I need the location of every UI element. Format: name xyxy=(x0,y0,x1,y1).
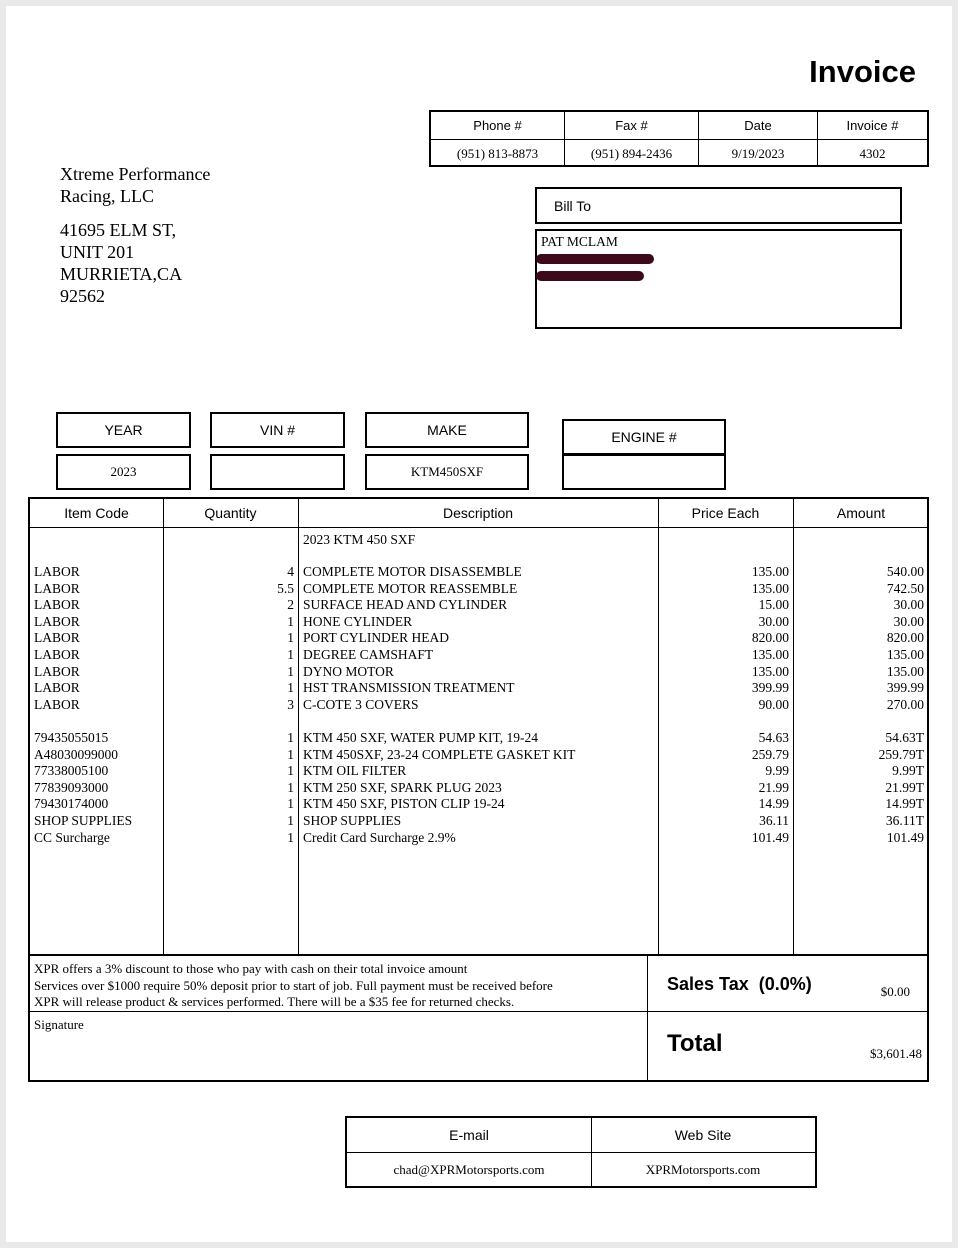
line-item-desc: KTM 250 SXF, SPARK PLUG 2023 xyxy=(303,779,502,795)
line-item-desc: KTM 450SXF, 23-24 COMPLETE GASKET KIT xyxy=(303,746,576,762)
col-quantity: Quantity xyxy=(204,505,257,521)
line-item-desc: KTM 450 SXF, PISTON CLIP 19-24 xyxy=(303,796,505,812)
year-label-box xyxy=(56,412,191,448)
total-label: Total xyxy=(667,1030,723,1057)
line-items-table xyxy=(28,497,929,956)
company-name-line2: Racing, LLC xyxy=(60,186,154,206)
line-item-price: 30.00 xyxy=(758,613,789,629)
line-item-code: LABOR xyxy=(34,564,80,579)
phone-value: (951) 813-8873 xyxy=(431,139,565,167)
terms-note-1: XPR offers a 3% discount to those who pay with cash on their total invoice amount xyxy=(34,961,468,976)
line-item-price: 15.00 xyxy=(758,597,789,613)
line-item-desc: DYNO MOTOR xyxy=(303,663,394,679)
line-item-desc: SHOP SUPPLIES xyxy=(303,813,402,828)
col-description: Description xyxy=(442,505,514,521)
line-item-code: LABOR xyxy=(34,647,80,662)
vehicle-description-line: 2023 KTM 450 SXF xyxy=(303,532,416,547)
invoice-page xyxy=(6,6,952,1242)
engine-value xyxy=(564,456,724,488)
line-item-amount: 820.00 xyxy=(886,630,924,646)
line-item-amount: 742.50 xyxy=(886,580,924,596)
date-value: 9/19/2023 xyxy=(699,139,818,167)
fax-value: (951) 894-2436 xyxy=(565,139,699,167)
line-item-qty: 1 xyxy=(287,763,294,779)
line-item-code: SHOP SUPPLIES xyxy=(34,813,133,828)
footer-divider xyxy=(30,1011,927,1012)
line-item-amount: 399.99 xyxy=(886,680,924,696)
line-item-amount: 101.49 xyxy=(886,829,924,845)
bill-to-name: PAT MCLAM xyxy=(541,234,618,249)
line-item-desc: HONE CYLINDER xyxy=(303,613,413,629)
line-item-amount: 21.99T xyxy=(885,779,924,795)
company-zip: 92562 xyxy=(60,286,105,306)
line-item-code: 77839093000 xyxy=(34,779,109,795)
line-item-code: LABOR xyxy=(34,630,80,646)
redaction-mark xyxy=(536,271,644,281)
line-item-desc: Credit Card Surcharge 2.9% xyxy=(303,829,456,845)
company-name-line1: Xtreme Performance xyxy=(60,164,211,184)
invoice-header-table xyxy=(429,110,929,167)
engine-value-box xyxy=(562,454,726,490)
line-item-desc: KTM 450 SXF, WATER PUMP KIT, 19-24 xyxy=(303,730,538,745)
line-item-qty: 3 xyxy=(287,696,294,712)
make-value: KTM450SXF xyxy=(410,464,484,479)
company-city-state: MURRIETA,CA xyxy=(60,264,183,284)
line-item-qty: 1 xyxy=(287,829,294,845)
line-item-code: LABOR xyxy=(34,613,80,629)
invoice-title: Invoice xyxy=(809,54,916,89)
vin-label-box xyxy=(210,412,345,448)
engine-label: ENGINE # xyxy=(611,429,677,445)
website-label: Web Site xyxy=(674,1127,732,1143)
sales-tax-value: $0.00 xyxy=(880,984,910,999)
line-item-desc: COMPLETE MOTOR DISASSEMBLE xyxy=(303,564,522,579)
fax-label: Fax # xyxy=(565,112,699,139)
year-label: YEAR xyxy=(104,422,143,438)
line-item-price: 135.00 xyxy=(751,663,789,679)
invoice-footer xyxy=(28,954,929,1082)
line-item-qty: 1 xyxy=(287,813,294,828)
line-item-amount: 135.00 xyxy=(886,663,924,679)
line-item-desc: DEGREE CAMSHAFT xyxy=(303,647,434,662)
line-item-price: 135.00 xyxy=(751,564,789,579)
line-item-amount: 14.99T xyxy=(885,796,924,812)
line-item-code: A48030099000 xyxy=(34,746,118,762)
signature-label: Signature xyxy=(34,1017,84,1032)
line-item-amount: 270.00 xyxy=(886,696,924,712)
vin-label: VIN # xyxy=(259,422,295,438)
line-item-qty: 1 xyxy=(287,647,294,662)
line-item-qty: 5.5 xyxy=(277,580,294,596)
line-item-code: CC Surcharge xyxy=(34,829,110,845)
line-item-code: LABOR xyxy=(34,696,80,712)
make-label-box xyxy=(365,412,529,448)
col-item-code: Item Code xyxy=(64,505,129,521)
vin-value xyxy=(212,456,343,488)
line-item-amount: 259.79T xyxy=(878,746,924,762)
make-value-box xyxy=(365,454,529,490)
terms-note-3: XPR will release product & services performed. There will be a $35 fee for returned checks. xyxy=(34,994,515,1009)
line-item-code: LABOR xyxy=(34,680,80,696)
line-item-rows xyxy=(30,499,929,954)
line-item-price: 135.00 xyxy=(751,647,789,662)
website-value[interactable]: XPRMotorsports.com xyxy=(645,1161,761,1177)
col-amount: Amount xyxy=(836,505,886,521)
date-label: Date xyxy=(699,112,818,139)
email-value[interactable]: chad@XPRMotorsports.com xyxy=(393,1161,545,1177)
invoice-number-value: 4302 xyxy=(818,139,927,167)
redaction-mark xyxy=(536,254,654,264)
col-price-each: Price Each xyxy=(691,505,760,521)
line-item-qty: 1 xyxy=(287,730,294,745)
line-item-desc: COMPLETE MOTOR REASSEMBLE xyxy=(303,580,518,596)
line-item-desc: PORT CYLINDER HEAD xyxy=(303,630,449,646)
line-item-qty: 1 xyxy=(287,796,294,812)
line-item-price: 399.99 xyxy=(751,680,789,696)
line-item-qty: 4 xyxy=(287,564,294,579)
line-item-code: 77338005100 xyxy=(34,763,109,779)
line-item-qty: 1 xyxy=(287,779,294,795)
line-item-qty: 1 xyxy=(287,680,294,696)
year-value: 2023 xyxy=(110,464,137,479)
email-label: E-mail xyxy=(449,1127,489,1143)
line-item-desc: SURFACE HEAD AND CYLINDER xyxy=(303,597,508,613)
line-item-code: 79435055015 xyxy=(34,730,109,745)
line-item-qty: 2 xyxy=(287,597,294,613)
line-item-amount: 30.00 xyxy=(893,613,924,629)
total-value: $3,601.48 xyxy=(870,1046,922,1061)
line-item-price: 259.79 xyxy=(751,746,789,762)
footer-divider xyxy=(647,956,648,1080)
company-address2: UNIT 201 xyxy=(60,242,135,262)
line-item-code: LABOR xyxy=(34,580,80,596)
line-item-price: 101.49 xyxy=(751,829,789,845)
line-item-amount: 54.63T xyxy=(885,730,924,745)
engine-label-box xyxy=(562,419,726,455)
line-item-price: 14.99 xyxy=(758,796,789,812)
line-item-price: 90.00 xyxy=(758,696,789,712)
sales-tax-label: Sales Tax (0.0%) xyxy=(667,974,812,994)
line-item-price: 135.00 xyxy=(751,580,789,596)
line-item-code: LABOR xyxy=(34,597,80,613)
make-label: MAKE xyxy=(427,422,467,438)
line-item-amount: 30.00 xyxy=(893,597,924,613)
invoice-number-label: Invoice # xyxy=(846,118,899,133)
bill-to-label: Bill To xyxy=(554,198,592,214)
line-item-code: 79430174000 xyxy=(34,796,109,812)
line-item-qty: 1 xyxy=(287,663,294,679)
terms-note-2: Services over $1000 require 50% deposit prior to start of job. Full payment must be received before xyxy=(34,977,553,993)
line-item-amount: 135.00 xyxy=(886,647,924,662)
vin-value-box xyxy=(210,454,345,490)
phone-label: Phone # xyxy=(431,112,565,139)
contact-table xyxy=(345,1116,817,1188)
company-address1: 41695 ELM ST, xyxy=(60,220,177,240)
line-item-amount: 36.11T xyxy=(885,813,924,828)
line-item-desc: C-COTE 3 COVERS xyxy=(303,696,419,712)
bill-to-header xyxy=(535,187,902,224)
terms-notes xyxy=(34,961,553,1011)
line-item-desc: HST TRANSMISSION TREATMENT xyxy=(303,680,515,696)
line-item-amount: 540.00 xyxy=(886,564,924,579)
line-item-amount: 9.99T xyxy=(892,763,924,779)
line-item-price: 9.99 xyxy=(765,763,789,779)
line-item-price: 21.99 xyxy=(758,779,789,795)
line-item-qty: 1 xyxy=(287,613,294,629)
line-item-qty: 1 xyxy=(287,630,294,646)
year-value-box xyxy=(56,454,191,490)
line-item-code: LABOR xyxy=(34,663,80,679)
line-item-desc: KTM OIL FILTER xyxy=(303,763,407,779)
line-item-qty: 1 xyxy=(287,746,294,762)
line-item-price: 54.63 xyxy=(758,730,789,745)
line-item-price: 820.00 xyxy=(751,630,789,646)
line-item-price: 36.11 xyxy=(759,813,789,828)
